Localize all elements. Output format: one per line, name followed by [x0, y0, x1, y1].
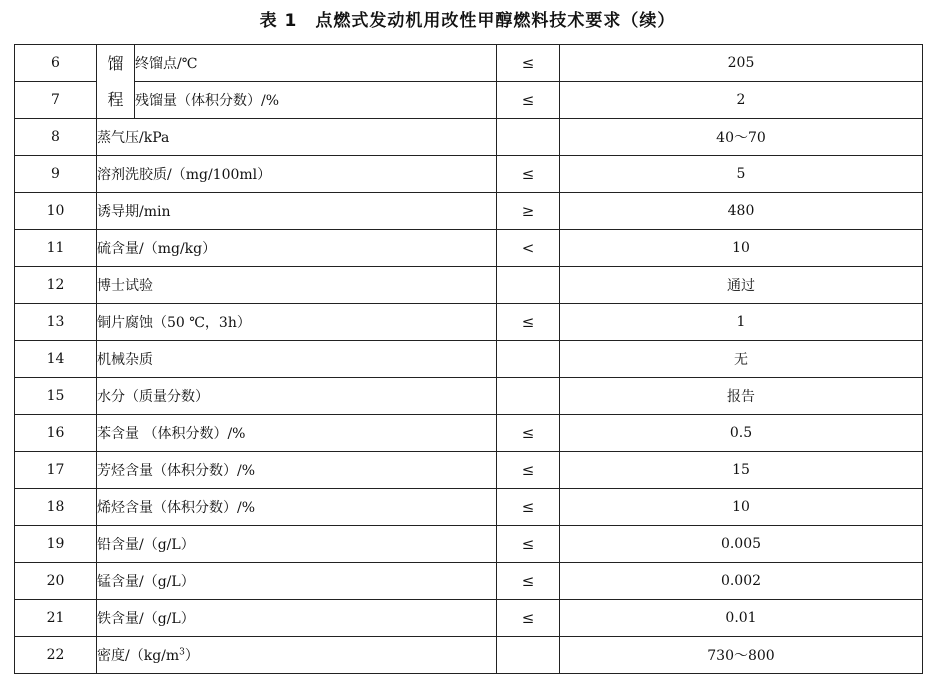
item-name: 锰含量/（g/L） [97, 563, 497, 600]
operator [497, 341, 560, 378]
item-name: 芳烃含量（体积分数）/% [97, 452, 497, 489]
item-name: 终馏点/℃ [135, 45, 497, 82]
table-row [15, 600, 923, 637]
row-number: 14 [15, 341, 97, 378]
table-row [15, 489, 923, 526]
item-name: 铜片腐蚀（50 ℃，3h） [97, 304, 497, 341]
item-name: 苯含量 （体积分数）/% [97, 415, 497, 452]
item-value: 480 [560, 193, 923, 230]
item-value: 10 [560, 489, 923, 526]
table-row [15, 341, 923, 378]
table-row [15, 452, 923, 489]
item-name: 诱导期/min [97, 193, 497, 230]
spec-table-body [15, 45, 923, 674]
operator: ≤ [497, 489, 560, 526]
operator: ≤ [497, 415, 560, 452]
item-name: 铁含量/（g/L） [97, 600, 497, 637]
item-name: 硫含量/（mg/kg） [97, 230, 497, 267]
row-number: 20 [15, 563, 97, 600]
table-row [15, 526, 923, 563]
operator: ≤ [497, 82, 560, 119]
table-row [15, 304, 923, 341]
table-row [15, 378, 923, 415]
item-name: 蒸气压/kPa [97, 119, 497, 156]
row-number: 18 [15, 489, 97, 526]
group-char: 程 [107, 89, 124, 109]
row-number: 9 [15, 156, 97, 193]
row-number: 21 [15, 600, 97, 637]
operator: ≤ [497, 304, 560, 341]
table-row [15, 82, 923, 119]
table-row [15, 230, 923, 267]
table-row [15, 193, 923, 230]
row-number: 6 [15, 45, 97, 82]
unit-superscript: 3 [179, 647, 185, 658]
operator [497, 637, 560, 674]
row-number: 19 [15, 526, 97, 563]
item-name-text: ） [184, 648, 199, 664]
table-row [15, 637, 923, 674]
item-value: 40～70 [560, 119, 923, 156]
item-name-text: 密度/（kg/m [97, 648, 180, 664]
item-value: 730～800 [560, 637, 923, 674]
row-number: 13 [15, 304, 97, 341]
row-number: 15 [15, 378, 97, 415]
item-value: 5 [560, 156, 923, 193]
item-value: 0.5 [560, 415, 923, 452]
operator [497, 378, 560, 415]
operator: ≤ [497, 600, 560, 637]
row-number: 8 [15, 119, 97, 156]
row-number: 16 [15, 415, 97, 452]
operator [497, 119, 560, 156]
row-number: 7 [15, 82, 97, 119]
table-row [15, 267, 923, 304]
row-number: 11 [15, 230, 97, 267]
item-value: 1 [560, 304, 923, 341]
item-value: 报告 [560, 378, 923, 415]
operator: ≥ [497, 193, 560, 230]
item-value: 无 [560, 341, 923, 378]
table-row [15, 119, 923, 156]
item-value: 0.005 [560, 526, 923, 563]
item-name: 烯烃含量（体积分数）/% [97, 489, 497, 526]
row-number: 17 [15, 452, 97, 489]
row-number: 12 [15, 267, 97, 304]
operator [497, 267, 560, 304]
item-name: 水分（质量分数） [97, 378, 497, 415]
operator: ≤ [497, 156, 560, 193]
item-value: 2 [560, 82, 923, 119]
table-row [15, 156, 923, 193]
item-name: 溶剂洗胶质/（mg/100ml） [97, 156, 497, 193]
item-name: 博士试验 [97, 267, 497, 304]
item-value: 通过 [560, 267, 923, 304]
operator: ≤ [497, 563, 560, 600]
item-value: 0.002 [560, 563, 923, 600]
item-value: 15 [560, 452, 923, 489]
table-row [15, 45, 923, 82]
item-name: 机械杂质 [97, 341, 497, 378]
item-name: 残馏量（体积分数）/% [135, 82, 497, 119]
row-number: 10 [15, 193, 97, 230]
operator: ≤ [497, 526, 560, 563]
item-value: 0.01 [560, 600, 923, 637]
table-row [15, 415, 923, 452]
row-number: 22 [15, 637, 97, 674]
operator: ≤ [497, 452, 560, 489]
item-value: 205 [560, 45, 923, 82]
operator: ≤ [497, 45, 560, 82]
spec-table [14, 44, 923, 674]
group-char: 馏 [107, 53, 124, 73]
item-name [97, 637, 497, 674]
item-value: 10 [560, 230, 923, 267]
table-caption: 表 1 点燃式发动机用改性甲醇燃料技术要求（续） [259, 11, 676, 31]
distillation-group-label [97, 45, 135, 119]
item-name: 铅含量/（g/L） [97, 526, 497, 563]
table-row [15, 563, 923, 600]
operator: < [497, 230, 560, 267]
